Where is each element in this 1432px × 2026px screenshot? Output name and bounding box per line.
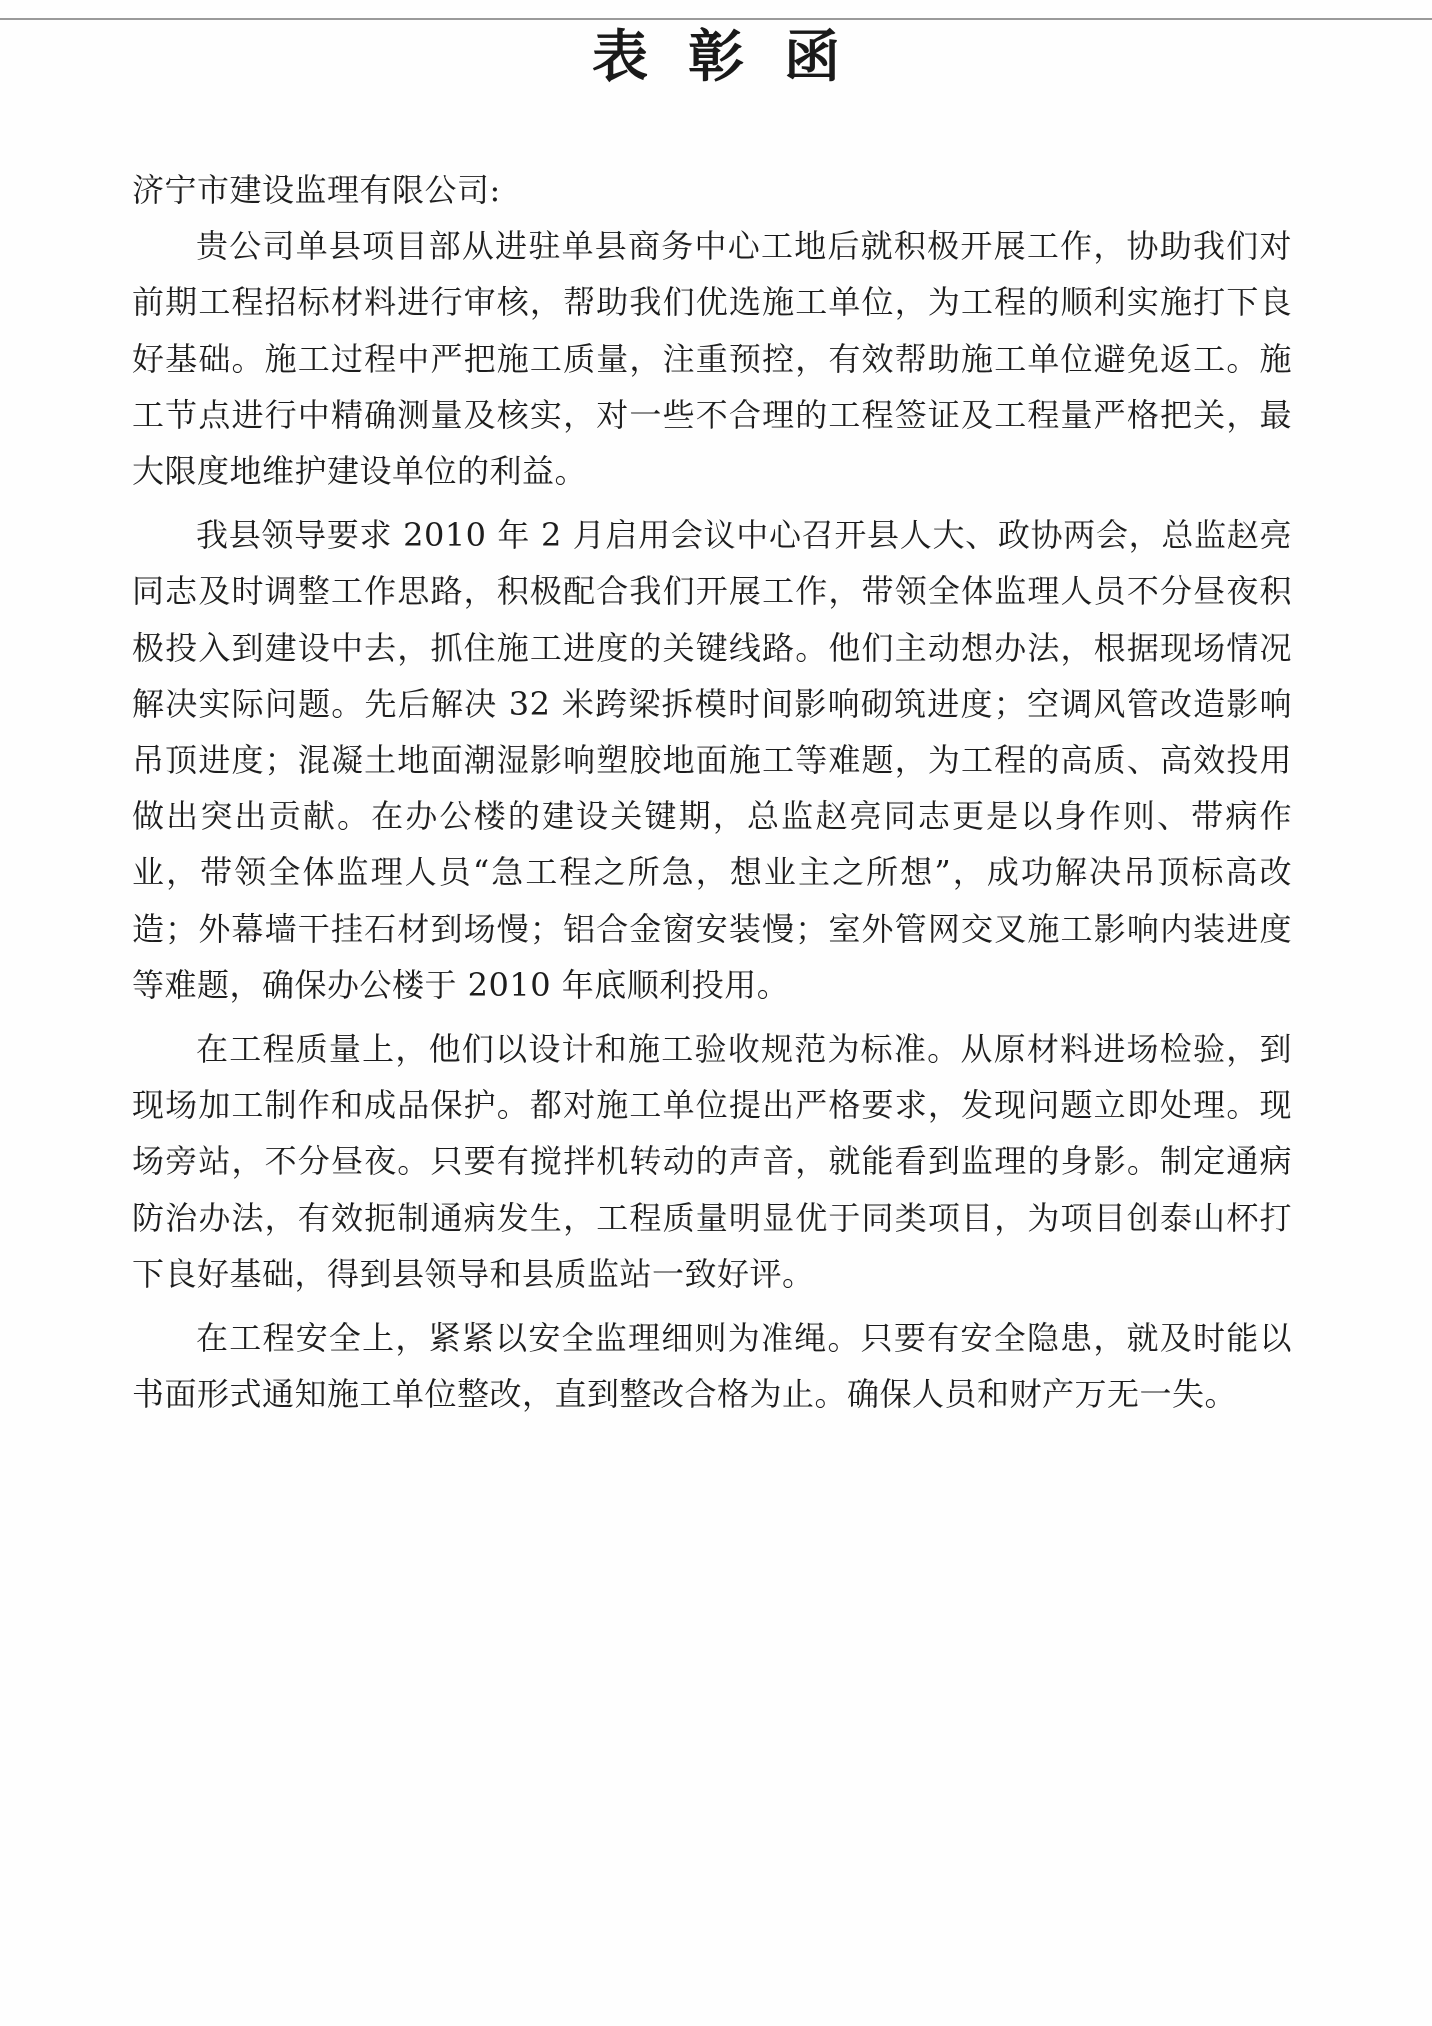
paragraph-4: 在工程安全上，紧紧以安全监理细则为准绳。只要有安全隐患，就及时能以书面形式通知施工单位整改，直到整改合格为止。确保人员和财产万无一失。: [132, 1319, 1292, 1414]
paragraph-1: 贵公司单县项目部从进驻单县商务中心工地后就积极开展工作，协助我们对前期工程招标材料进行审核，帮助我们优选施工单位，为工程的顺利实施打下良好基础。施工过程中严把施工质量，注重预控，有效帮助施工单位避免返工。施工节点进行中精确测量及核实，对一些不合理的工程签证及工程量严格把关，最大限度地维护建设单位的利益。: [132, 227, 1292, 491]
paragraph-3: 在工程质量上，他们以设计和施工验收规范为标准。从原材料进场检验，到现场加工制作和成品保护。都对施工单位提出严格要求，发现问题立即处理。现场旁站，不分昼夜。只要有搅拌机转动的声音，就能看到监理的身影。制定通病防治办法，有效扼制通病发生，工程质量明显优于同类项目，为项目创泰山杯打下良好基础，得到县领导和县质监站一致好评。: [132, 1030, 1292, 1293]
letter-title: 表彰函: [592, 24, 880, 90]
paragraph-2: 我县领导要求 2010 年 2 月启用会议中心召开县人大、政协两会，总监赵亮同志及时调整工作思路，积极配合我们开展工作，带领全体监理人员不分昼夜积极投入到建设中去，抓住施工进度的关键线路。他们主动想办法，根据现场情况解决实际问题。先后解决 32 米跨梁拆模时间影响砌筑进度；空调风管改造影响吊顶进度；混凝土地面潮湿影响塑胶地面施工等难题，为工程的高质、高效投用做出突出贡献。在办公楼的建设关键期，总监赵亮同志更是以身作则、带病作业，带领全体监理人员“急工程之所急，想业主之所想”，成功解决吊顶标高改造；外幕墙干挂石材到场慢；铝合金窗安装慢；室外管网交叉施工影响内装进度等难题，确保办公楼于 2010 年底顺利投用。: [132, 516, 1292, 1004]
salutation: 济宁市建设监理有限公司:: [132, 171, 501, 209]
letter-body: [132, 162, 1292, 1422]
top-rule: [0, 18, 1432, 20]
